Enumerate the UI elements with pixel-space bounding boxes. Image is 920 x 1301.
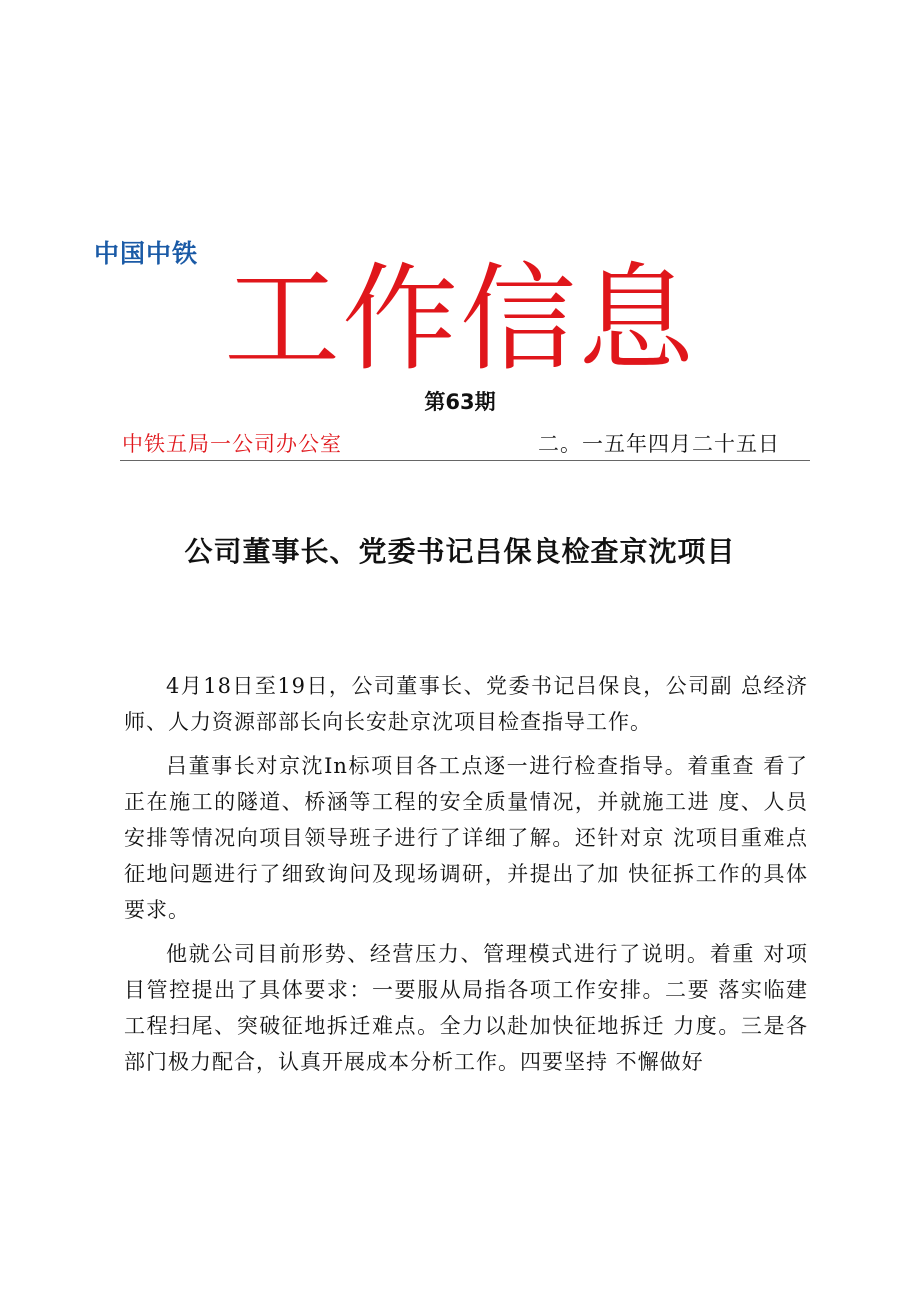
org-label: 中国中铁 <box>94 239 199 268</box>
issuer-date-line <box>120 428 810 461</box>
masthead-title: 工作信息 <box>224 252 696 387</box>
paragraph: 他就公司目前形势、经营压力、管理模式进行了说明。着重 对项目管控提出了具体要求：一要服从局指各项工作安排。二要 落实临建工程扫尾、突破征地拆迁难点。全力以赴加快征地拆迁 力度。三是各部门极力配合，认真开展成本分析工作。四要坚持 不懈做好 <box>124 942 808 1074</box>
article-body <box>124 668 808 1088</box>
issue-date: 二。一五年四月二十五日 <box>538 432 780 456</box>
issue-number: 第63期 <box>424 390 496 414</box>
paragraph: 4月18日至19日，公司董事长、党委书记吕保良，公司副 总经济师、人力资源部部长向长安赴京沈项目检查指导工作。 <box>124 674 808 734</box>
article-title: 公司董事长、党委书记吕保良检查京沈项目 <box>184 535 736 568</box>
paragraph: 吕董事长对京沈In标项目各工点逐一进行检查指导。着重查 看了正在施工的隧道、桥涵等工程的安全质量情况，并就施工进 度、人员安排等情况向项目领导班子进行了详细了解。还针对京 沈项目重难点征地问题进行了细致询问及现场调研，并提出了加 快征拆工作的具体要求。 <box>124 754 808 922</box>
issuer: 中铁五局一公司办公室 <box>122 432 342 456</box>
